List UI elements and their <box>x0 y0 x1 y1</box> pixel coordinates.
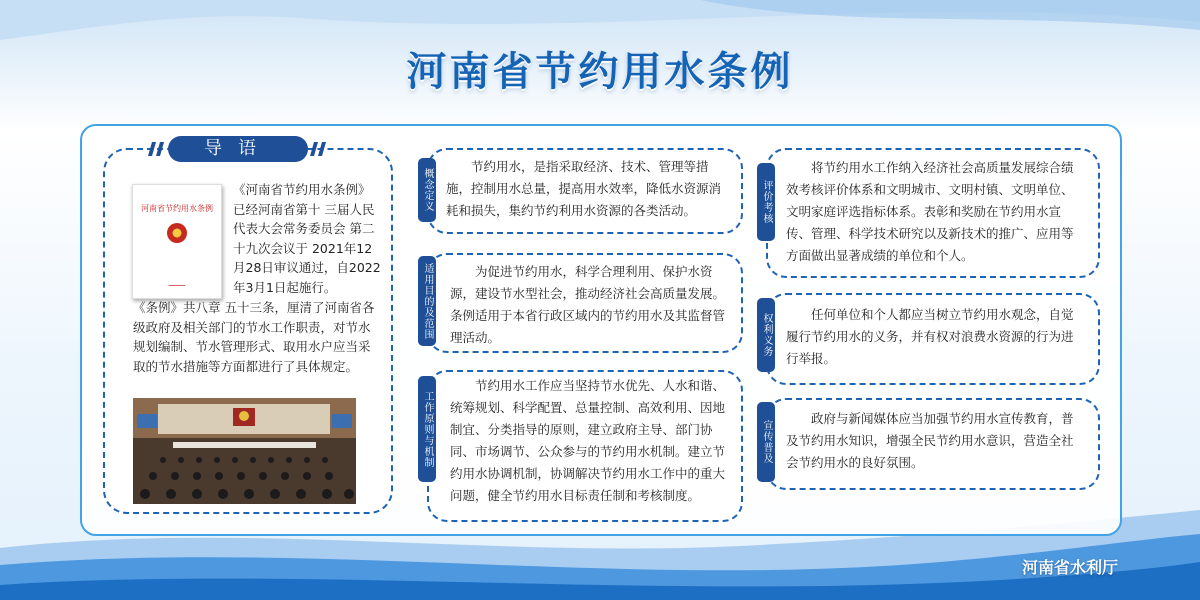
publicity-text: 政府与新闻媒体应当加强节约用水宣传教育，普及节约用水知识，增强全民节约用水意识，营造全社会节约用水的良好氛围。 <box>786 411 1074 470</box>
book-publisher-mark: ━━━━━━━ <box>168 283 186 288</box>
regulation-book-cover <box>132 184 222 299</box>
principle-text: 节约用水工作应当坚持节水优先、人水和谐、统筹规划、科学配置、总量控制、高效利用、因地制宜、分类指导的原则，建立政府主导、部门协同、市场调节、公众参与的节约用水机制。建立节约用水协调机制，协调解决节约用水工作中的重大问题，健全节约用水目标责任制和考核制度。 <box>450 378 726 503</box>
book-title: 河南省节约用水条例 <box>141 204 213 213</box>
tag-decoration-left <box>148 142 166 156</box>
lead-text-top: 《河南省节约用水条例》已经河南省第十 三届人民代表大会常务委员会 第二十九次会议于 2021年12月28日审议通过，自2022年3月1日起施行。 <box>233 182 381 295</box>
purpose-label: 适用目的及范围 <box>418 256 436 346</box>
rights-label: 权利义务 <box>757 298 775 372</box>
principle-label: 工作原则与机制 <box>418 376 436 482</box>
evaluation-label: 评价考核 <box>757 163 775 241</box>
concept-text: 节约用水，是指采取经济、技术、管理等措施，控制用水总量，提高用水效率，降低水资源消耗和损失，集约节约利用水资源的各类活动。 <box>446 159 722 218</box>
national-emblem-icon <box>167 223 187 243</box>
evaluation-text: 将节约用水工作纳入经济社会高质量发展综合绩效考核评价体系和文明城市、文明村镇、文明单位、文明家庭评选指标体系。表彰和奖励在节约用水宣传、管理、科学技术研究以及新技术的推广、应用等方面做出显著成绩的单位和个人。 <box>786 160 1074 263</box>
lead-text-bottom: 《条例》共八章 五十三条，厘清了河南省各级政府及相关部门的节水工作职责，对节水规划编制、节水管理形式、取用水户应当采取的节水措施等方面都进行了具体规定。 <box>133 300 375 374</box>
concept-label: 概念定义 <box>418 158 436 222</box>
tag-decoration-right <box>310 142 328 156</box>
rights-text: 任何单位和个人都应当树立节约用水观念，自觉履行节约用水的义务，并有权对浪费水资源的行为进行举报。 <box>786 307 1074 366</box>
lead-label: 导语 <box>168 136 308 162</box>
purpose-text: 为促进节约用水，科学合理利用、保护水资源，建设节水型社会，推动经济社会高质量发展。条例适用于本省行政区域内的节约用水及其监督管理活动。 <box>450 264 726 345</box>
publicity-label: 宣传普及 <box>757 402 775 482</box>
meeting-photo-illustration <box>133 398 356 504</box>
page-title: 河南省节约用水条例 <box>406 49 794 95</box>
meeting-photo <box>133 398 356 504</box>
footer-organization: 河南省水利厅 <box>1021 558 1118 577</box>
